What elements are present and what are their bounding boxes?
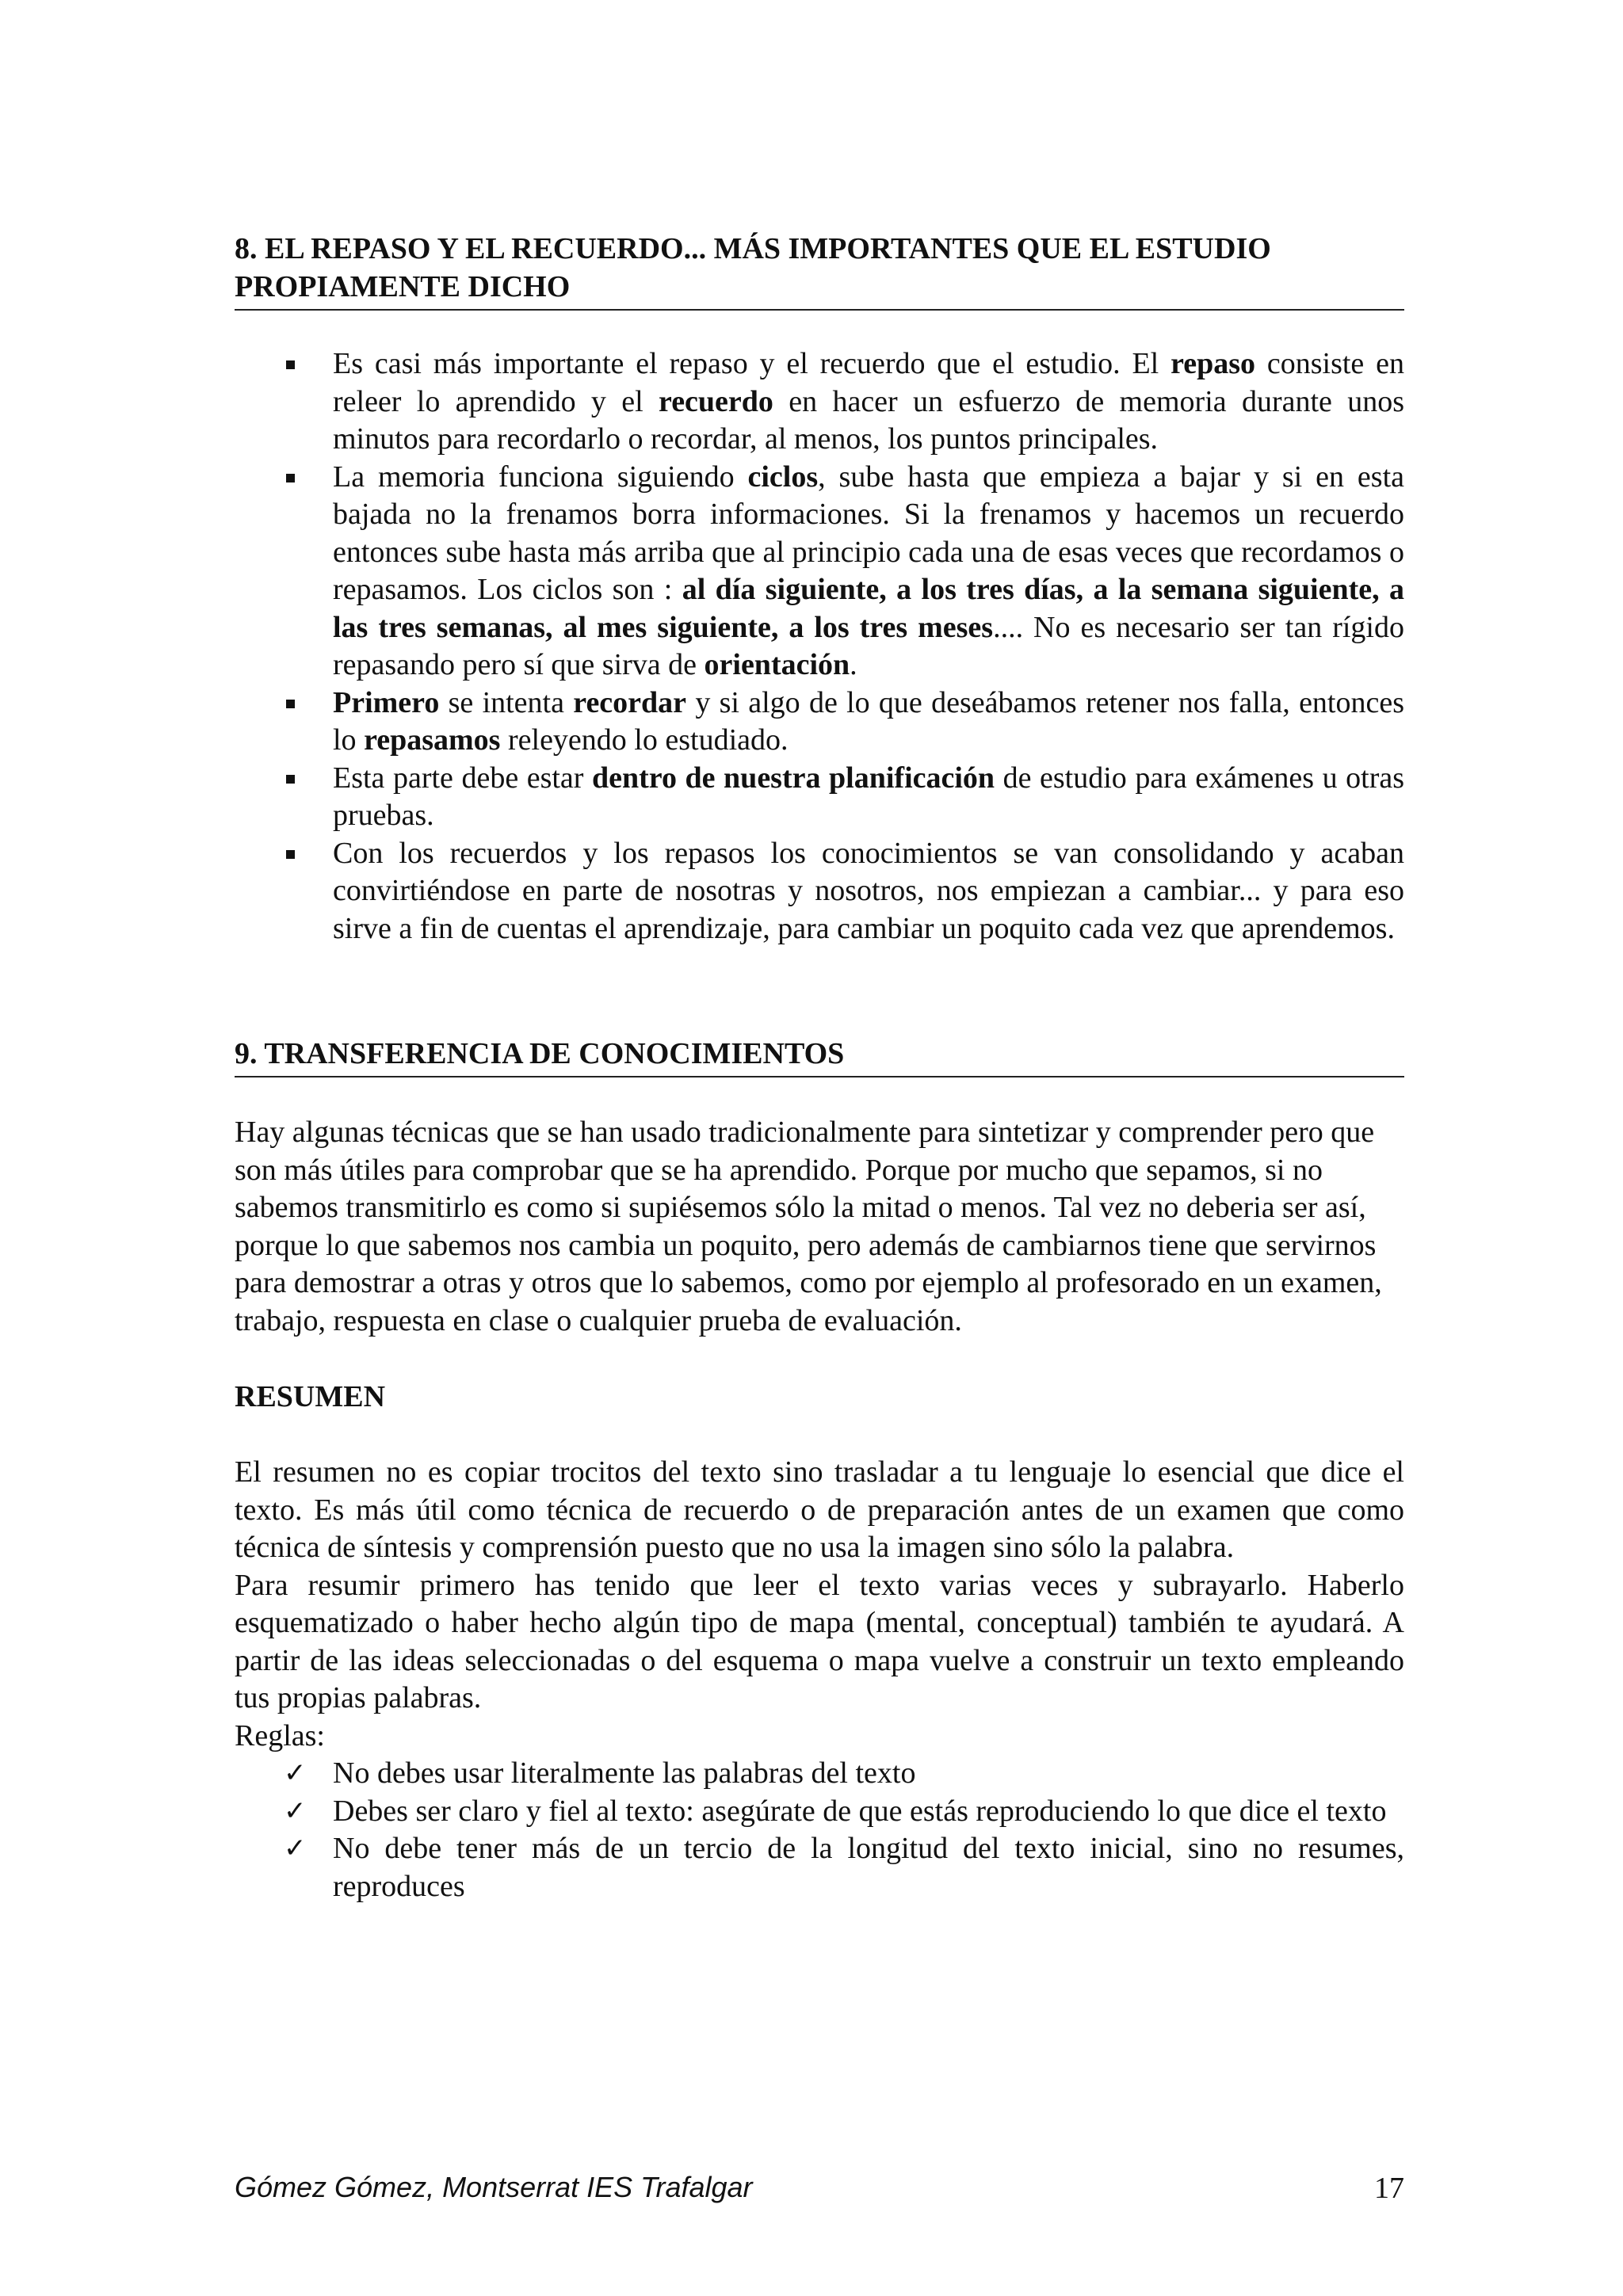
text-run: Con los recuerdos y los repasos los conocimientos se van consolidando y acaban convirtiéndose en parte de nosotras y nosotros, nos empiezan a cambiar... y para eso sirve a fin de cuentas el aprendizaje, para cambiar un poquito cada vez que aprendemos. [333, 836, 1404, 945]
page-footer [235, 2171, 1404, 2210]
section-8-bullet-item [235, 685, 1404, 760]
page-content [235, 230, 1404, 1905]
text-run: .... No es necesario ser tan rígido repasando pero sí que sirva de [333, 610, 1404, 681]
section-9-title: 9. TRANSFERENCIA DE CONOCIMIENTOS [235, 1037, 845, 1070]
text-run: releyendo lo estudiado. [500, 723, 789, 757]
square-bullet-icon [286, 850, 295, 859]
bold-text-run: dentro de nuestra planificación [592, 761, 995, 795]
rule-text: Debes ser claro y fiel al texto: asegúrate de que estás reproduciendo lo que dice el texto [333, 1794, 1387, 1828]
text-run: consiste en releer lo aprendido y el [333, 347, 1404, 418]
section-8-heading [235, 230, 1404, 311]
text-run: en hacer un esfuerzo de memoria durante unos minutos para recordarlo o recordar, al menos, los puntos principales. [333, 384, 1404, 456]
rule-text: No debe tener más de un tercio de la longitud del texto inicial, sino no resumes, reproduces [333, 1832, 1404, 1903]
text-run: se intenta [439, 685, 574, 719]
rules-list [235, 1755, 1404, 1905]
square-bullet-icon [286, 700, 295, 708]
text-run: La memoria funciona siguiendo [333, 460, 748, 494]
section-8-bullet-item [235, 459, 1404, 685]
bold-text-run: repasamos [364, 723, 501, 757]
footer-author: Gómez Gómez, Montserrat IES Trafalgar [235, 2171, 753, 2203]
checkmark-icon: ✓ [284, 1757, 307, 1789]
bold-text-run: ciclos [747, 460, 819, 494]
bold-text-run: al día siguiente, a los tres días, a la semana siguiente, a las tres semanas, al mes siguiente, a los tres meses [333, 573, 1404, 644]
resumen-heading: RESUMEN [235, 1380, 386, 1413]
square-bullet-icon [286, 474, 295, 482]
section-8-bullet-list [235, 345, 1404, 948]
resumen-paragraph-1: El resumen no es copiar trocitos del texto sino trasladar a tu lenguaje lo esencial que dice el texto. Es más útil como técnica de recuerdo o de preparación antes de un examen que como técnica de síntesis y comprensión puesto que no usa la imagen sino sólo la palabra. [235, 1455, 1404, 1564]
square-bullet-icon [286, 775, 295, 784]
section-8-title-line-1: 8. EL REPASO Y EL RECUERDO... MÁS IMPORTANTES QUE EL ESTUDIO [235, 232, 1271, 265]
rule-item [235, 1755, 1404, 1793]
checkmark-icon: ✓ [284, 1794, 307, 1827]
text-run: , sube hasta que empieza a bajar y si en esta bajada no la frenamos borra informaciones. Si la frenamos y hacemos un recuerdo entonces sube hasta más arriba que al principio cada una de esas veces que recordamos o repasamos. Los ciclos son : [333, 460, 1405, 606]
text-run: Es casi más importante el repaso y el recuerdo que el estudio. El [333, 347, 1171, 380]
text-run: y si algo de lo que deseábamos retener nos falla, entonces lo [333, 685, 1405, 757]
text-run: . [850, 648, 857, 681]
section-9-intro-paragraph: Hay algunas técnicas que se han usado tradicionalmente para sintetizar y comprender pero que son más útiles para comprobar que se ha aprendido. Porque por mucho que sepamos, si no sabemos transmitirlo es como si supiésemos sólo la mitad o menos. Tal vez no deberia ser así, porque lo que sabemos nos cambia un poquito, pero además de cambiarnos tiene que servirnos para demostrar a otras y otros que lo sabemos, como por ejemplo al profesorado en un examen, trabajo, respuesta en clase o cualquier prueba de evaluación. [235, 1116, 1382, 1337]
rule-item [235, 1830, 1404, 1905]
page-number: 17 [1374, 2172, 1404, 2205]
text-run: Esta parte debe estar [333, 761, 592, 795]
section-9-heading [235, 1035, 1404, 1077]
bold-text-run: orientación [704, 648, 850, 681]
resumen-paragraph-2: Para resumir primero has tenido que leer el texto varias veces y subrayarlo. Haberlo esquematizado o haber hecho algún tipo de mapa (mental, conceptual) también te ayudará. A partir de las ideas seleccionadas o del esquema o mapa vuelve a construir un texto empleando tus propias palabras. [235, 1568, 1404, 1714]
section-8-bullet-item [235, 345, 1404, 459]
checkmark-icon: ✓ [284, 1833, 307, 1864]
bold-text-run: repaso [1170, 347, 1256, 380]
section-8-title-line-2: PROPIAMENTE DICHO [235, 270, 571, 303]
rule-text: No debes usar literalmente las palabras del texto [333, 1756, 916, 1790]
bold-text-run: recordar [573, 685, 687, 719]
text-run: de estudio para exámenes u otras pruebas. [333, 761, 1404, 832]
section-8-bullet-item [235, 760, 1404, 835]
bold-text-run: Primero [333, 685, 440, 719]
bold-text-run: recuerdo [659, 384, 773, 418]
section-8-bullet-item [235, 835, 1404, 948]
square-bullet-icon [286, 360, 295, 369]
rules-label: Reglas: [235, 1718, 325, 1753]
rule-item [235, 1793, 1404, 1831]
